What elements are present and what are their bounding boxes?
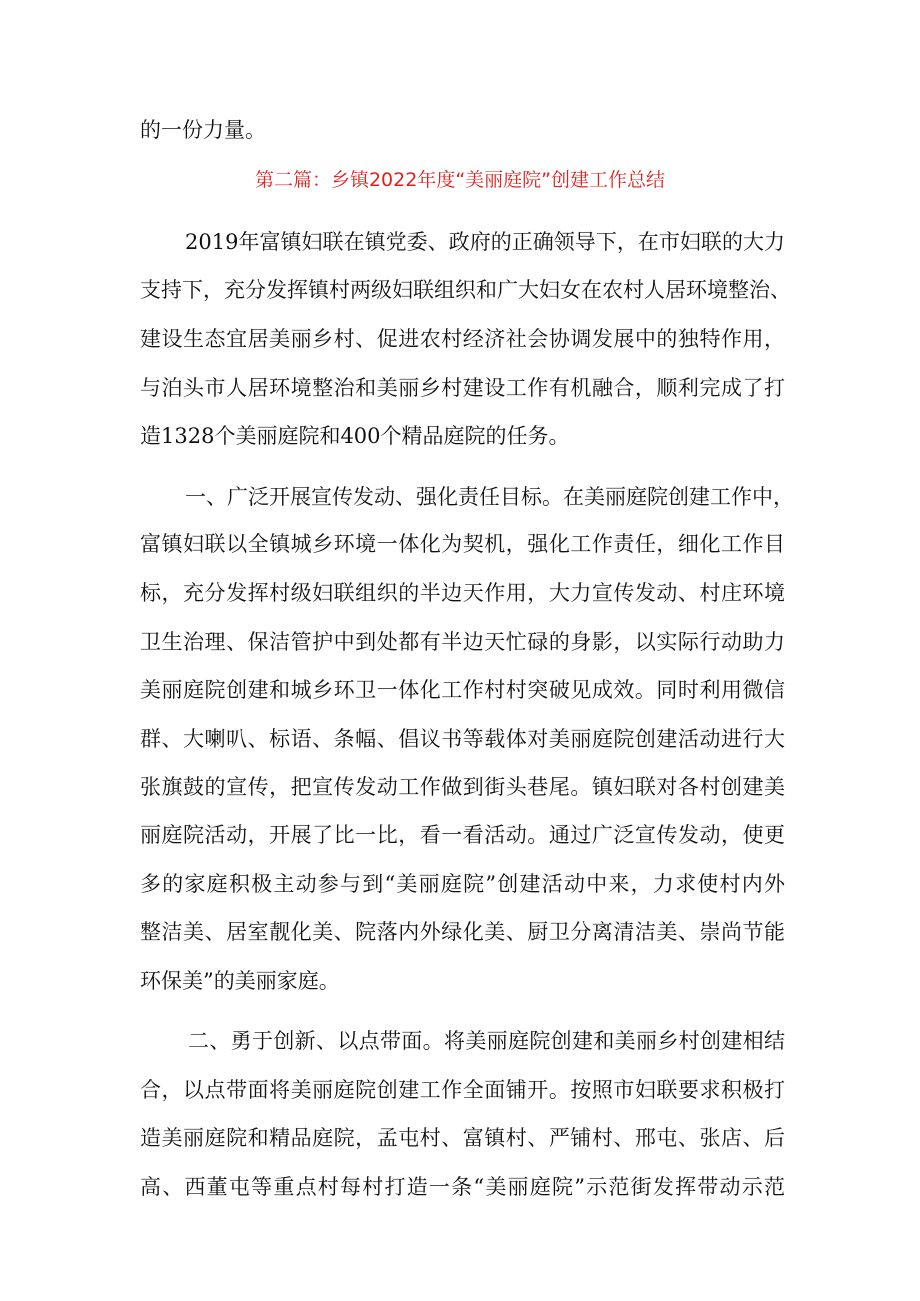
section2-line: 造美丽庭院和精品庭院，孟屯村、富镇村、严铺村、邢屯、张店、后 xyxy=(140,1126,785,1150)
section1-line: 美丽庭院创建和城乡环卫一体化工作村村突破见成效。同时利用微信 xyxy=(140,678,785,702)
section1-line: 整洁美、居室靓化美、院落内外绿化美、厨卫分离清洁美、崇尚节能 xyxy=(140,920,785,944)
section2-line: 二、勇于创新、以点带面。将美丽庭院创建和美丽乡村创建相结 xyxy=(188,1029,785,1053)
section2-line: 高、西董屯等重点村每村打造一条“美丽庭院”示范街发挥带动示范 xyxy=(140,1175,785,1199)
intro-line: 造1328个美丽庭院和400个精品庭院的任务。 xyxy=(140,424,570,448)
section1-line: 标，充分发挥村级妇联组织的半边天作用，大力宣传发动、村庄环境 xyxy=(140,581,785,605)
section1-line: 富镇妇联以全镇城乡环境一体化为契机，强化工作责任，细化工作目 xyxy=(140,532,785,556)
intro-line: 建设生态宜居美丽乡村、促进农村经济社会协调发展中的独特作用， xyxy=(140,327,785,351)
section1-line: 张旗鼓的宣传，把宣传发动工作做到街头巷尾。镇妇联对各村创建美 xyxy=(140,775,785,799)
section1-line: 丽庭院活动，开展了比一比，看一看活动。通过广泛宣传发动，使更 xyxy=(140,823,785,847)
intro-line: 与泊头市人居环境整治和美丽乡村建设工作有机融合，顺利完成了打 xyxy=(140,376,785,400)
section1-line: 一、广泛开展宣传发动、强化责任目标。在美丽庭院创建工作中， xyxy=(185,485,794,509)
section-title: 第二篇：乡镇2022年度“美丽庭院”创建工作总结 xyxy=(254,169,666,191)
section1-line: 环保美”的美丽家庭。 xyxy=(140,969,340,993)
carryover-line: 的一份力量。 xyxy=(140,118,266,142)
section2-line: 合，以点带面将美丽庭院创建工作全面铺开。按照市妇联要求积极打 xyxy=(140,1078,785,1102)
section1-line: 多的家庭积极主动参与到“美丽庭院”创建活动中来，力求使村内外 xyxy=(140,872,785,896)
section1-line: 卫生治理、保洁管护中到处都有半边天忙碌的身影，以实际行动助力 xyxy=(140,630,785,654)
intro-line: 支持下，充分发挥镇村两级妇联组织和广大妇女在农村人居环境整治、 xyxy=(140,278,791,302)
section1-line: 群、大喇叭、标语、条幅、倡议书等载体对美丽庭院创建活动进行大 xyxy=(140,727,785,751)
intro-line: 2019年富镇妇联在镇党委、政府的正确领导下，在市妇联的大力 xyxy=(185,230,785,254)
